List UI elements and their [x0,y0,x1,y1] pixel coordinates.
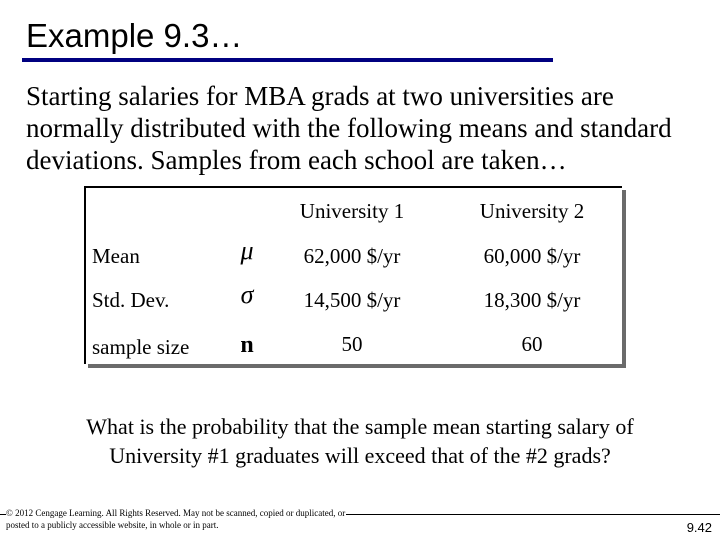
question-text: What is the probability that the sample mean starting salary of University #1 graduates will exceed that of the #2 grads? [86,414,634,468]
slide-title: Example 9.3… [26,17,243,54]
row-label-mean: Mean [92,244,140,268]
std-dev-university-2: 18,300 $/yr [483,288,581,312]
sample-size-university-1: 50 [341,332,363,356]
salary-table [84,186,622,364]
std-dev-university-1: 14,500 $/yr [303,288,401,312]
copyright-notice: © 2012 Cengage Learning. All Rights Reserved. May not be scanned, copied or duplicated, or posted to a publicly accessible website, in whole or in part. [6,508,346,530]
column-header-university-2: University 2 [479,199,585,223]
intro-paragraph: Starting salaries for MBA grads at two universities are normally distributed with the following means and standard deviations. Samples from each school are taken… [26,81,672,175]
page-number: 9.42 [686,520,712,535]
row-label-std-dev: Std. Dev. [92,288,170,312]
column-header-university-1: University 1 [299,199,405,223]
mean-university-1: 62,000 $/yr [303,244,401,268]
sample-size-university-2: 60 [521,332,543,356]
mean-university-2: 60,000 $/yr [483,244,581,268]
mu-symbol: μ [240,236,254,265]
sigma-symbol: σ [240,280,254,309]
n-symbol: n [240,332,254,358]
title-underline [22,58,553,62]
row-label-sample-size: sample size [92,335,190,359]
